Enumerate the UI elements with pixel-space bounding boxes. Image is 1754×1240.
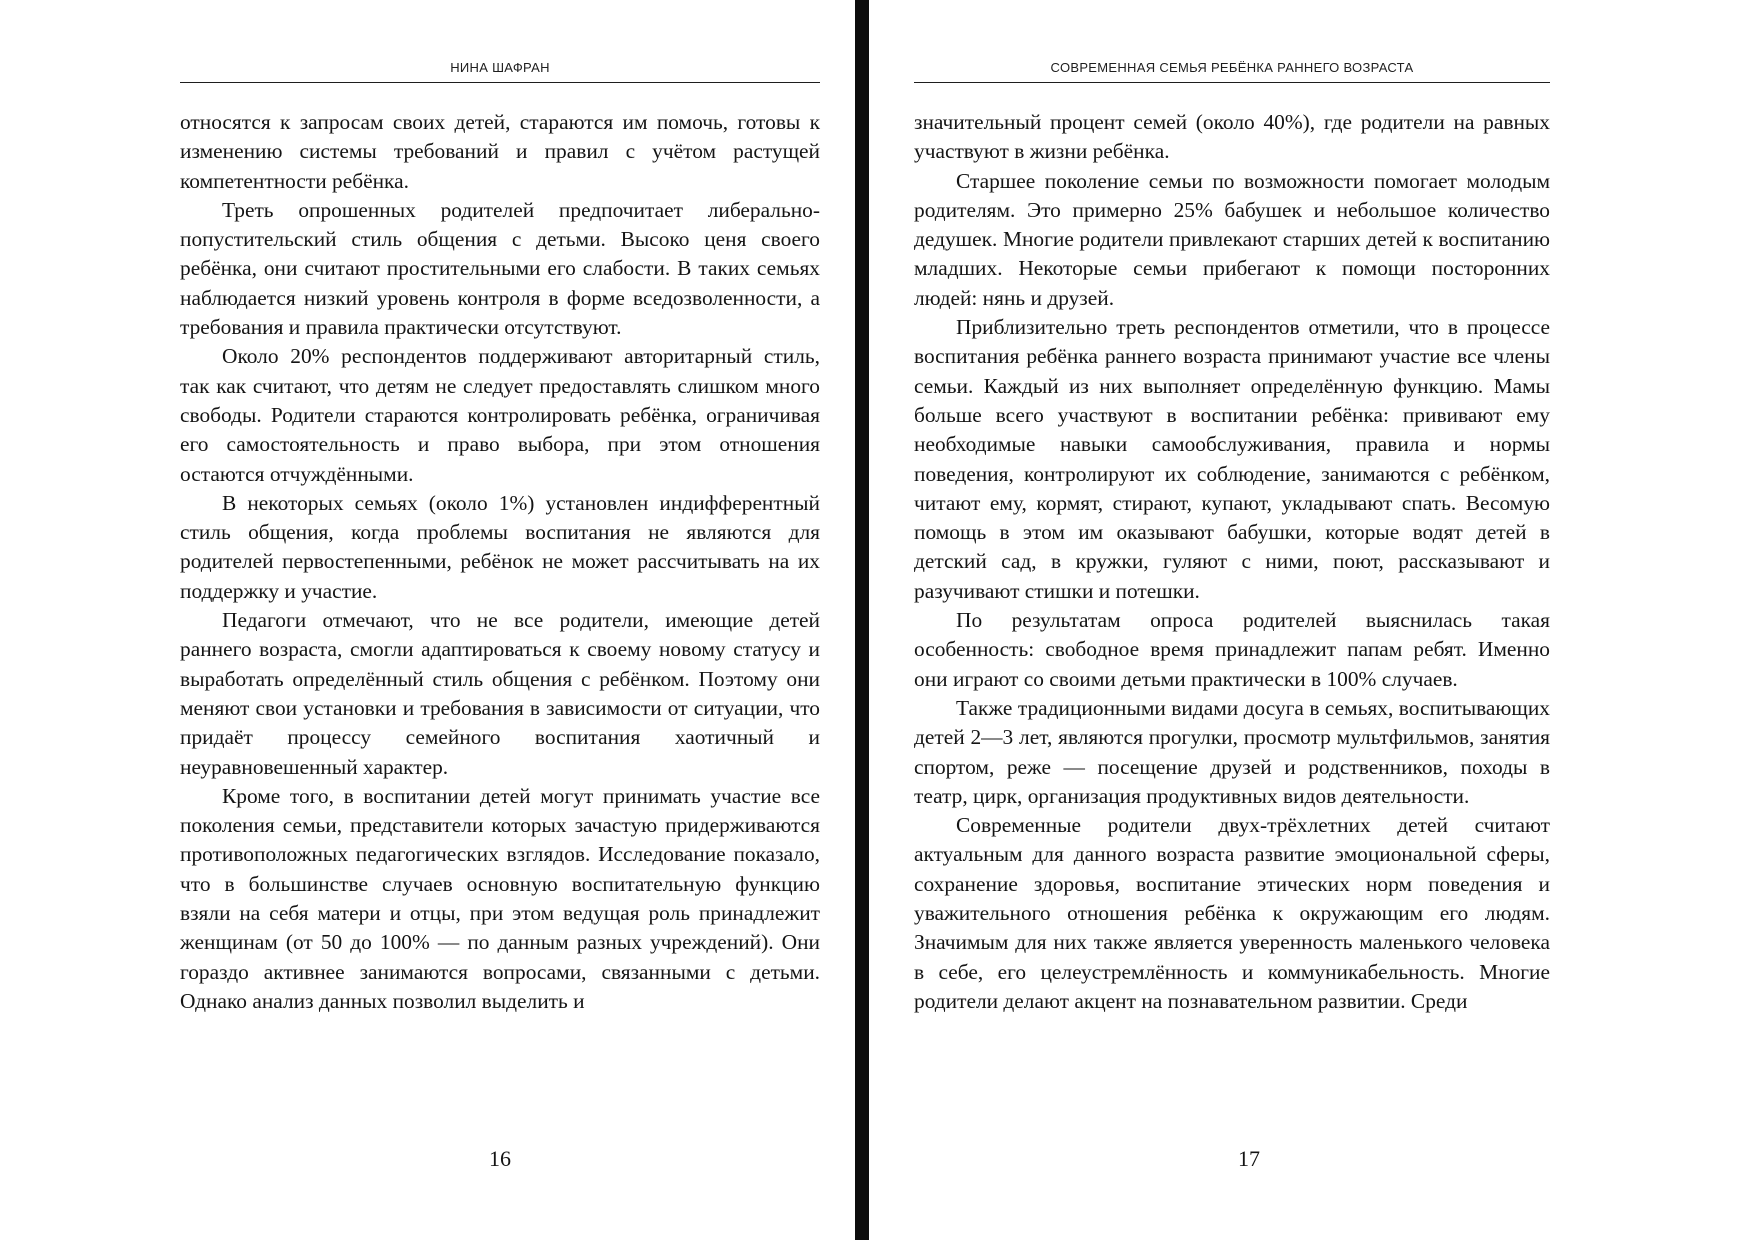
paragraph: Кроме того, в воспитании детей могут принимать участие все поколения семьи, представители которых зачастую придерживаются противоположных педагогических взглядов. Исследование показало, что в большинстве случаев основную воспитательную функцию взяли на себя матери и отцы, при этом ведущая роль принадлежит женщинам (от 50 до 100% — по данным разных учреждений). Они гораздо активнее занимаются вопросами, связанными с детьми. Однако анализ данных позволил выделить и (180, 783, 820, 1013)
book-gutter (855, 0, 869, 1240)
paragraph: относятся к запросам своих детей, стараются им помочь, готовы к изменению системы требований и правил с учётом растущей компетентности ребёнка. (180, 110, 820, 193)
paragraph: значительный процент семей (около 40%), где родители на равных участвуют в жизни ребёнка. (914, 110, 1550, 164)
right-page (874, 0, 1754, 1240)
body-text (914, 108, 1550, 1016)
body-text (180, 108, 820, 1016)
paragraph: По результатам опроса родителей выяснилась такая особенность: свободное время принадлежит папам ребят. Именно они играют со своими детьми практически в 100% случаев. (914, 608, 1550, 691)
paragraph: В некоторых семьях (около 1%) установлен индифферентный стиль общения, когда проблемы воспитания не являются для родителей первостепенными, ребёнок не может рассчитывать на их поддержку и участие. (180, 490, 820, 603)
paragraph: Современные родители двух-трёхлетних детей считают актуальным для данного возраста развитие эмоциональной сферы, сохранение здоровья, воспитание этических норм поведения и уважительного отношения ребёнка к окружающим его людям. Значимым для них также является уверенность маленького человека в себе, его целеустремлённость и коммуникабельность. Многие родители делают акцент на познавательном развитии. Среди (914, 813, 1550, 1013)
paragraph: Также традиционными видами досуга в семьях, воспитывающих детей 2—3 лет, являются прогулки, просмотр мультфильмов, занятия спортом, реже — посещение друзей и родственников, походы в театр, цирк, организация продуктивных видов деятельности. (914, 695, 1550, 808)
page-number: 17 (1238, 1146, 1260, 1171)
paragraph: Старшее поколение семьи по возможности помогает молодым родителям. Это примерно 25% бабушек и небольшое количество дедушек. Многие родители привлекают старших детей к воспитанию младших. Некоторые семьи прибегают к помощи посторонних людей: нянь и друзей. (914, 168, 1550, 310)
header-rule (914, 82, 1550, 83)
running-head-author: НИНА ШАФРАН (450, 60, 550, 75)
header-rule (180, 82, 820, 83)
paragraph: Педагоги отмечают, что не все родители, имеющие детей раннего возраста, смогли адаптироваться к своему новому статусу и выработать определённый стиль общения с ребёнком. Поэтому они меняют свои установки и требования в зависимости от ситуации, что придаёт процессу семейного воспитания хаотичный и неуравновешенный характер. (180, 608, 820, 779)
running-head-title: СОВРЕМЕННАЯ СЕМЬЯ РЕБЁНКА РАННЕГО ВОЗРАСТА (1050, 60, 1414, 75)
page-number: 16 (489, 1146, 511, 1171)
left-page (0, 0, 860, 1240)
paragraph: Около 20% респондентов поддерживают авторитарный стиль, так как считают, что детям не следует предоставлять слишком много свободы. Родители стараются контролировать ребёнка, ограничивая его самостоятельность и право выбора, при этом отношения остаются отчуждёнными. (180, 344, 820, 486)
paragraph: Треть опрошенных родителей предпочитает либерально-попустительский стиль общения с детьми. Высоко ценя своего ребёнка, они считают простительными его слабости. В таких семьях наблюдается низкий уровень контроля в форме вседозволенности, а требования и правила практически отсутствуют. (180, 197, 820, 340)
paragraph: Приблизительно треть респондентов отметили, что в процессе воспитания ребёнка раннего возраста принимают участие все члены семьи. Каждый из них выполняет определённую функцию. Мамы больше всего участвуют в воспитании ребёнка: прививают ему необходимые навыки самообслуживания, правила и нормы поведения, контролируют их соблюдение, занимаются с ребёнком, читают ему, кормят, стирают, купают, укладывают спать. Весомую помощь в этом им оказывают бабушки, которые водят детей в детский сад, в кружки, гуляют с ними, поют, рассказывают и разучивают стишки и потешки. (914, 315, 1550, 603)
